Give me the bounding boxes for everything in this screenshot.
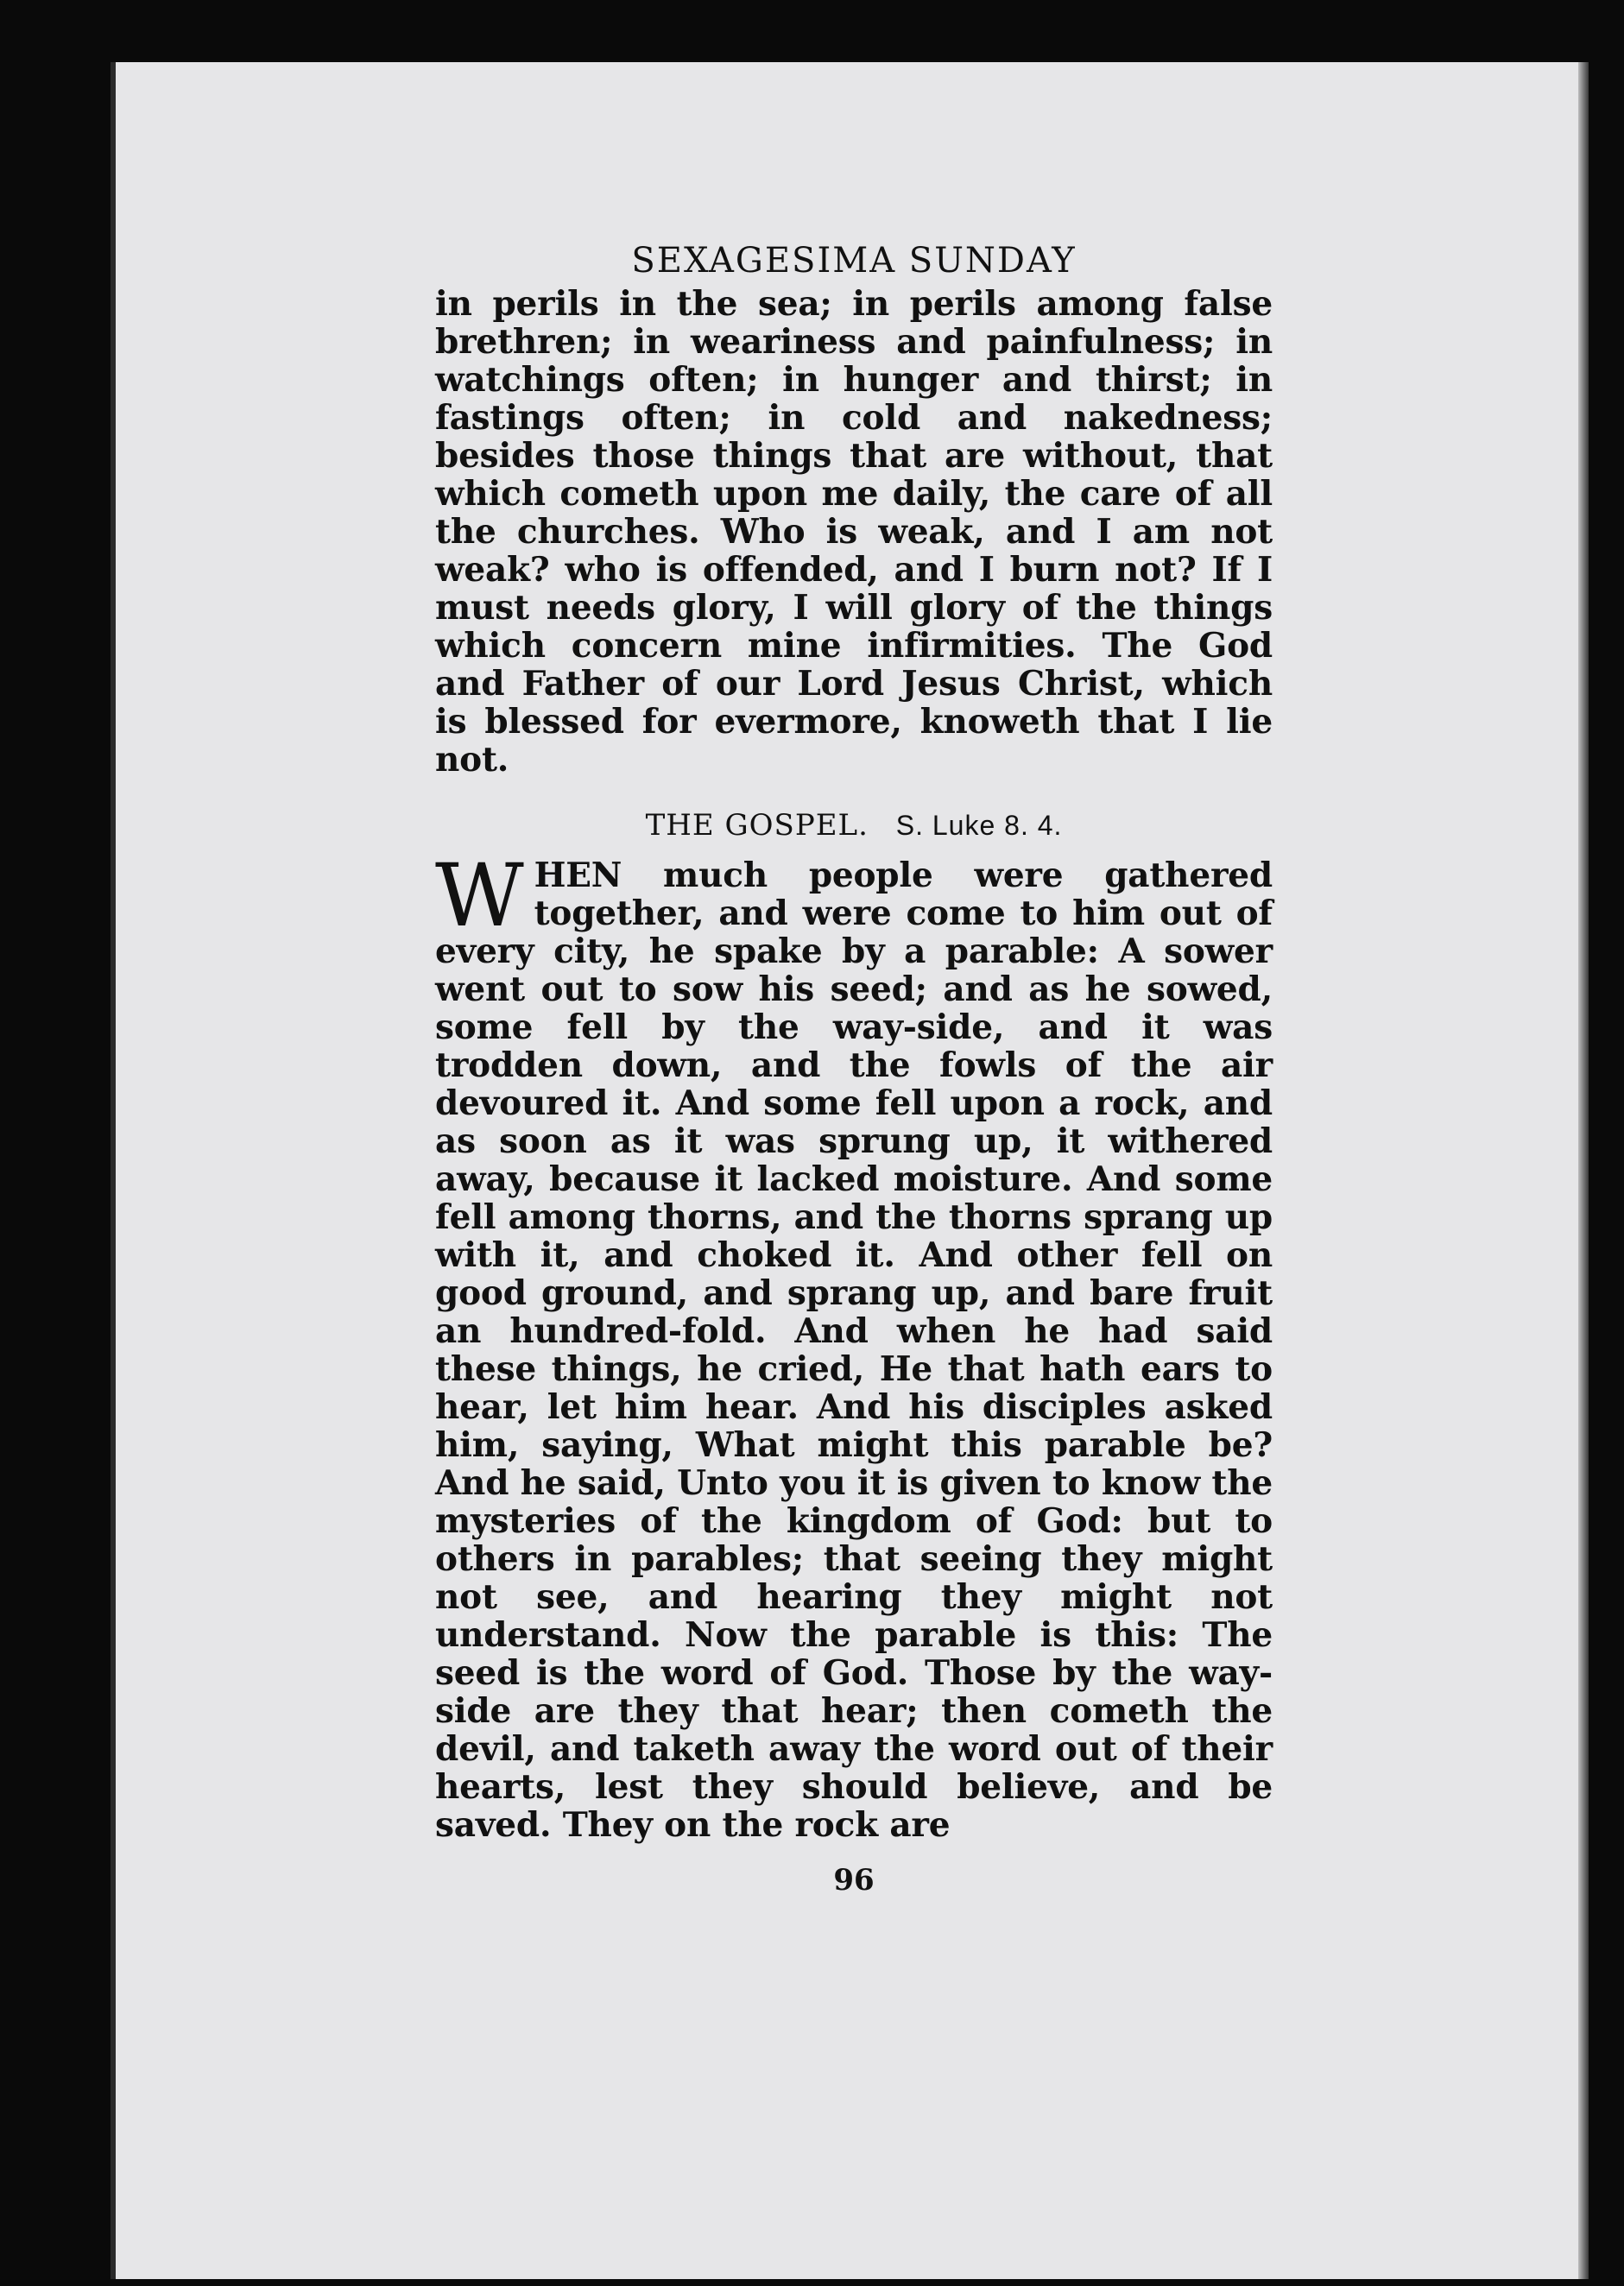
gospel-text-block xyxy=(435,845,1273,1845)
drop-cap: W xyxy=(435,845,524,946)
gospel-title: THE GOSPEL. xyxy=(645,808,869,843)
gospel-heading xyxy=(435,806,1273,844)
gospel-text: HEN much people were gathered together, and were come to him out of every city, he spake by a parable: A sower went out to sow his seed; and as he sowed, some fell by the way-side, and it was trodden down, and the fowls of the air devoured it. And some fell upon a rock, and as soon as it was sprung up, it withered away, because it lacked moisture. And some fell among thorns, and the thorns sprang up with it, and choked it. And other fell on good ground, and sprang up, and bare fruit an hundred-fold. And when he had said these things, he cried, He that hath ears to hear, let him hear. And his disciples asked him, saying, What might this parable be? And he said, Unto you it is given to know the mysteries of the kingdom of God: but to others in parables; that seeing they might not see, and hearing they might not understand. Now the parable is this: The seed is the word of God. Those by the way-side are they that hear; then cometh the devil, and taketh away the word out of their hearts, lest they should believe, and be saved. They on the rock are xyxy=(435,856,1273,1845)
gospel-reference: S. Luke 8. 4. xyxy=(895,810,1063,841)
text-column xyxy=(435,237,1273,1899)
running-head: SEXAGESIMA SUNDAY xyxy=(631,241,1077,281)
page-edge-shadow xyxy=(1578,62,1589,2279)
epistle-continuation: in perils in the sea; in perils among false brethren; in weariness and painfulness; in watchings often; in hunger and thirst; in fastings often; in cold and nakedness; besides those things that are without, that which cometh upon me daily, the care of all the churches. Who is weak, and I am not weak? who is offended, and I burn not? If I must needs glory, I will glory of the things which concern mine infirmities. The God and Father of our Lord Jesus Christ, which is blessed for evermore, knoweth that I lie not. xyxy=(435,284,1273,780)
book-page xyxy=(111,62,1589,2279)
page-number: 96 xyxy=(833,1863,875,1898)
